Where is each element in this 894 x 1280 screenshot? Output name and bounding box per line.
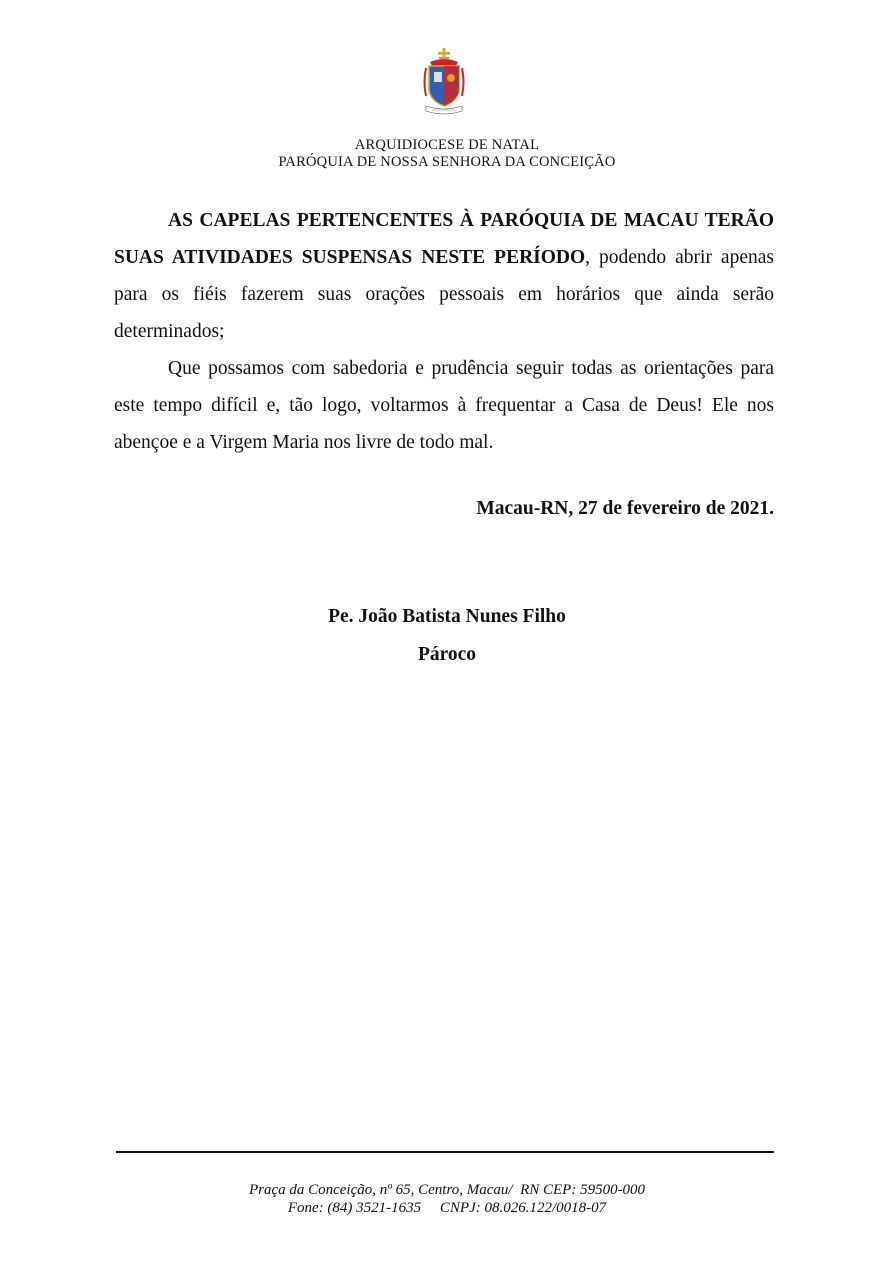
footer-contact bbox=[0, 1200, 894, 1217]
paragraph-2: Que possamos com sabedoria e prudência seguir todas as orientações para este tempo difícil e, tão logo, voltarmos à frequentar a Casa de Deus! Ele nos abençoe e a Virgem Maria nos livre de todo mal. bbox=[114, 358, 774, 453]
signature-title: Pároco bbox=[417, 644, 477, 665]
paragraph-1-bold: AS CAPELAS PERTENCENTES À PARÓQUIA DE MACAU TERÃO SUAS ATIVIDADES SUSPENSAS NESTE PERÍODO bbox=[114, 210, 774, 268]
archdiocese-name: ARQUIDIOCESE DE NATAL bbox=[354, 137, 540, 153]
footer-contact-text: Fone: (84) 3521-1635 CNPJ: 08.026.122/0018-07 bbox=[287, 1200, 607, 1216]
footer-address bbox=[0, 1182, 894, 1199]
parish-name: PARÓQUIA DE NOSSA SENHORA DA CONCEIÇÃO bbox=[278, 154, 616, 170]
footer-divider bbox=[116, 1151, 774, 1153]
signature-name: Pe. João Batista Nunes Filho bbox=[328, 606, 566, 627]
archdiocese-coat-of-arms-icon bbox=[420, 48, 468, 118]
paragraph-1 bbox=[114, 202, 774, 350]
paragraph-1-rest: , podendo abrir apenas para os fiéis fazerem suas orações pessoais em horários que ainda serão determinados; bbox=[114, 247, 774, 342]
letter-body bbox=[114, 202, 774, 461]
dateline: Macau-RN, 27 de fevereiro de 2021. bbox=[476, 498, 774, 519]
footer-address-text: Praça da Conceição, nº 65, Centro, Macau/ RN CEP: 59500-000 bbox=[248, 1182, 646, 1198]
